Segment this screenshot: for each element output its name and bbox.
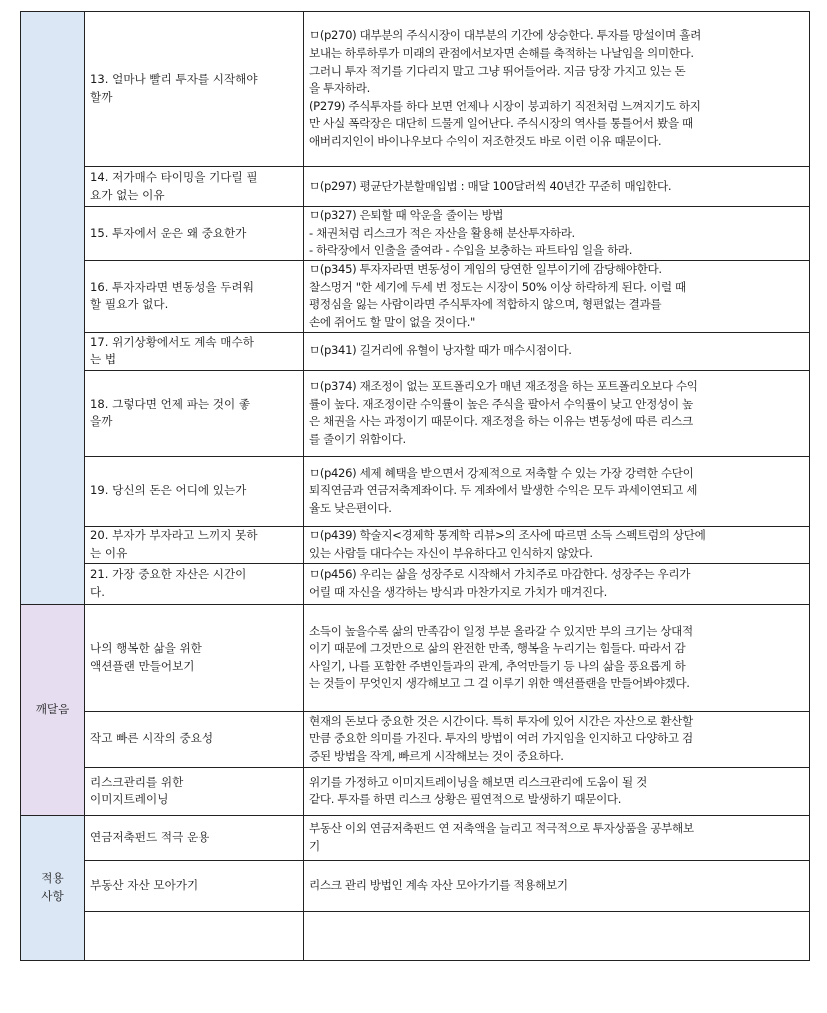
answer-line: ㅁ(p270) 대부분의 주식시장이 대부분의 기간에 상승한다. 투자를 망설이며 흘려 — [309, 28, 701, 43]
section-questions — [21, 12, 85, 605]
applications-row — [21, 860, 810, 911]
question-line: 부동산 자산 모아가기 — [90, 877, 199, 892]
answer-line: 같다. 투자를 하면 리스크 상황은 필연적으로 발생하기 때문이다. — [309, 792, 622, 807]
answer-line: 만큼 중요한 의미를 가진다. 투자의 방법이 여러 가지임을 인지하고 다양하고 검 — [309, 731, 693, 746]
answer-cell — [304, 563, 810, 604]
answer-line: - 채권처럼 리스크가 적은 자산을 활용해 분산투자하라. — [309, 225, 575, 240]
answer-cell — [304, 12, 810, 167]
question-line: 을까 — [90, 414, 113, 429]
answer-line: ㅁ(p426) 세제 혜택을 받으면서 강제적으로 저축할 수 있는 가장 강력한 수단이 — [309, 465, 694, 480]
answer-line: 은 채권을 사는 과정이기 때문이다. 재조정을 하는 이유는 변동성에 따른 리스크 — [309, 414, 693, 429]
answer-line: 이기 때문에 그것만으로 삶의 완전한 만족, 행복을 누리기는 힘들다. 따라서 감 — [309, 641, 686, 656]
answer-cell — [304, 860, 810, 911]
question-line: 나의 행복한 삶을 위한 — [90, 641, 202, 656]
answer-line: 부동산 이외 연금저축펀드 연 저축액을 늘리고 적극적으로 투자상품을 공부해보 — [309, 821, 694, 836]
question-cell — [85, 767, 304, 815]
question-cell — [85, 12, 304, 167]
answer-cell — [304, 911, 810, 960]
question-cell — [85, 167, 304, 207]
question-cell — [85, 911, 304, 960]
question-line: 는 이유 — [90, 545, 128, 560]
answer-line: 있는 사람들 대다수는 자신이 부유하다고 인식하지 않았다. — [309, 545, 593, 560]
answer-cell — [304, 456, 810, 526]
applications-row — [21, 815, 810, 860]
question-cell — [85, 526, 304, 563]
rows-row — [21, 370, 810, 456]
question-line: 이미지트레이닝 — [90, 792, 169, 807]
question-cell — [85, 332, 304, 370]
answer-line: ㅁ(p327) 은퇴할 때 악운을 줄이는 방법 — [309, 208, 504, 222]
answer-line: ㅁ(p345) 투자자라면 변동성이 게임의 당연한 일부이기에 감당해야한다. — [309, 262, 662, 277]
question-cell — [85, 207, 304, 261]
answer-cell — [304, 207, 810, 261]
answer-line: 소득이 높을수록 삶의 만족감이 일정 부분 올라갈 수 있지만 부의 크기는 상대적 — [309, 623, 693, 638]
question-line: 연금저축펀드 적극 운용 — [90, 829, 210, 844]
question-line: 액션플랜 만들어보기 — [90, 658, 195, 673]
rows-row — [21, 12, 810, 167]
answer-cell — [304, 711, 810, 767]
answer-line: ㅁ(p374) 재조정이 없는 포트폴리오가 매년 재조정을 하는 포트폴리오보다 수익 — [309, 379, 698, 394]
summary-table — [20, 11, 810, 961]
question-line: 14. 저가매수 타이밍을 기다릴 필 — [90, 169, 258, 184]
answer-line: 어릴 때 자신을 생각하는 방식과 마찬가지로 가치가 매겨진다. — [309, 584, 607, 599]
rows-row — [21, 167, 810, 207]
answer-line: 퇴직연금과 연금저축계좌이다. 두 계좌에서 발생한 수익은 모두 과세이연되고 세 — [309, 483, 698, 498]
answer-line: 현재의 돈보다 중요한 것은 시간이다. 특히 투자에 있어 시간은 자산으로 환산할 — [309, 713, 693, 728]
question-line: 할까 — [90, 90, 113, 104]
question-cell — [85, 860, 304, 911]
answer-cell — [304, 370, 810, 456]
question-line: 16. 투자자라면 변동성을 두려워 — [90, 279, 254, 294]
answer-line: 애버리지인이 바이나우보다 수익이 저조한것도 바로 이런 이유 때문이다. — [309, 133, 662, 148]
answer-line: 사일기, 나를 포함한 주변인들과의 관계, 추억만들기 등 나의 삶을 풍요롭게 하 — [309, 658, 686, 673]
question-line: 15. 투자에서 운은 왜 중요한가 — [90, 225, 247, 240]
rows-row — [21, 456, 810, 526]
rows-row — [21, 207, 810, 261]
answer-cell — [304, 526, 810, 563]
section-realizations — [21, 604, 85, 815]
answer-line: 률이 높다. 재조정이란 수익률이 높은 주식을 팔아서 수익률이 낮고 안정성이 높 — [309, 396, 693, 411]
question-cell — [85, 563, 304, 604]
section-label: 적용 — [41, 871, 64, 886]
section-label: 사항 — [41, 888, 64, 903]
answer-line: 리스크 관리 방법인 계속 자산 모아가기를 적용해보기 — [309, 877, 568, 892]
question-line: 는 법 — [90, 352, 117, 367]
answer-line: 평정심을 잃는 사람이라면 주식투자에 적합하지 않으며, 형편없는 결과를 — [309, 297, 662, 312]
question-line: 13. 얼마나 빨리 투자를 시작해야 — [90, 72, 258, 87]
question-cell — [85, 711, 304, 767]
question-cell — [85, 815, 304, 860]
answer-line: 는 것들이 무엇인지 생각해보고 그 걸 이루기 위한 액션플랜을 만들어봐야겠다. — [309, 676, 690, 691]
answer-cell — [304, 604, 810, 711]
answer-line: ㅁ(p297) 평균단가분할매입법 : 매달 100달러씩 40년간 꾸준히 매입한다. — [309, 178, 672, 193]
question-line: 리스크관리를 위한 — [90, 774, 184, 789]
question-line: 요가 없는 이유 — [90, 187, 165, 202]
question-line: 18. 그렇다면 언제 파는 것이 좋 — [90, 396, 251, 411]
answer-line: 찰스멍거 "한 세기에 두세 번 정도는 시장이 50% 이상 하락하게 된다. 이럴 때 — [309, 279, 686, 294]
rows-row — [21, 526, 810, 563]
rows-row — [21, 332, 810, 370]
answer-line: 증된 방법을 작게, 빠르게 시작해보는 것이 중요하다. — [309, 749, 564, 764]
answer-line: (P279) 주식투자를 하다 보면 언제나 시장이 붕괴하기 직전처럼 느껴지기도 하지 — [309, 98, 701, 113]
question-line: 21. 가장 중요한 자산은 시간이 — [90, 567, 247, 582]
answer-line: 를 줄이기 위함이다. — [309, 431, 406, 446]
question-cell — [85, 370, 304, 456]
answer-cell — [304, 167, 810, 207]
applications-row — [21, 911, 810, 960]
question-line: 19. 당신의 돈은 어디에 있는가 — [90, 483, 247, 498]
question-cell — [85, 260, 304, 332]
answer-line: 그러니 투자 적기를 기다리지 말고 그냥 뛰어들어라. 지금 당장 가지고 있는 돈 — [309, 63, 686, 78]
answer-cell — [304, 260, 810, 332]
answer-cell — [304, 332, 810, 370]
answer-line: - 하락장에서 인출을 줄여라 - 수입을 보충하는 파트타임 일을 하라. — [309, 243, 633, 258]
answer-line: 율도 낮은편이다. — [309, 501, 392, 516]
question-line: 17. 위기상황에서도 계속 매수하 — [90, 334, 254, 349]
answer-cell — [304, 815, 810, 860]
question-line: 다. — [90, 584, 105, 599]
answer-cell — [304, 767, 810, 815]
realizations-row — [21, 767, 810, 815]
answer-line: ㅁ(p341) 길거리에 유혈이 낭자할 때가 매수시점이다. — [309, 343, 572, 358]
answer-line: 보내는 하루하루가 미래의 관점에서보자면 손해를 축적하는 나날임을 의미한다. — [309, 46, 694, 61]
section-label: 깨달음 — [35, 701, 70, 716]
question-cell — [85, 456, 304, 526]
question-line: 작고 빠른 시작의 중요성 — [90, 731, 214, 746]
rows-row — [21, 260, 810, 332]
rows-row — [21, 563, 810, 604]
question-cell — [85, 604, 304, 711]
realizations-row — [21, 604, 810, 711]
question-line: 20. 부자가 부자라고 느끼지 못하 — [90, 528, 258, 543]
section-applications — [21, 815, 85, 960]
answer-line: 손에 쥐어도 할 말이 없을 것이다." — [309, 314, 476, 329]
answer-line: 기 — [309, 838, 320, 853]
answer-line: 만 사실 폭락장은 대단히 드물게 일어난다. 주식시장의 역사를 통틀어서 봤을 때 — [309, 116, 693, 131]
question-line: 할 필요가 없다. — [90, 297, 169, 312]
realizations-row — [21, 711, 810, 767]
answer-line: 위기를 가정하고 이미지트레이닝을 해보면 리스크관리에 도움이 될 것 — [309, 774, 647, 789]
answer-line: ㅁ(p456) 우리는 삶을 성장주로 시작해서 가치주로 마감한다. 성장주는 우리가 — [309, 567, 691, 582]
answer-line: ㅁ(p439) 학술지<경제학 통계학 리뷰>의 조사에 따르면 소득 스펙트럼의 상단에 — [309, 528, 706, 543]
answer-line: 을 투자하라. — [309, 81, 370, 96]
